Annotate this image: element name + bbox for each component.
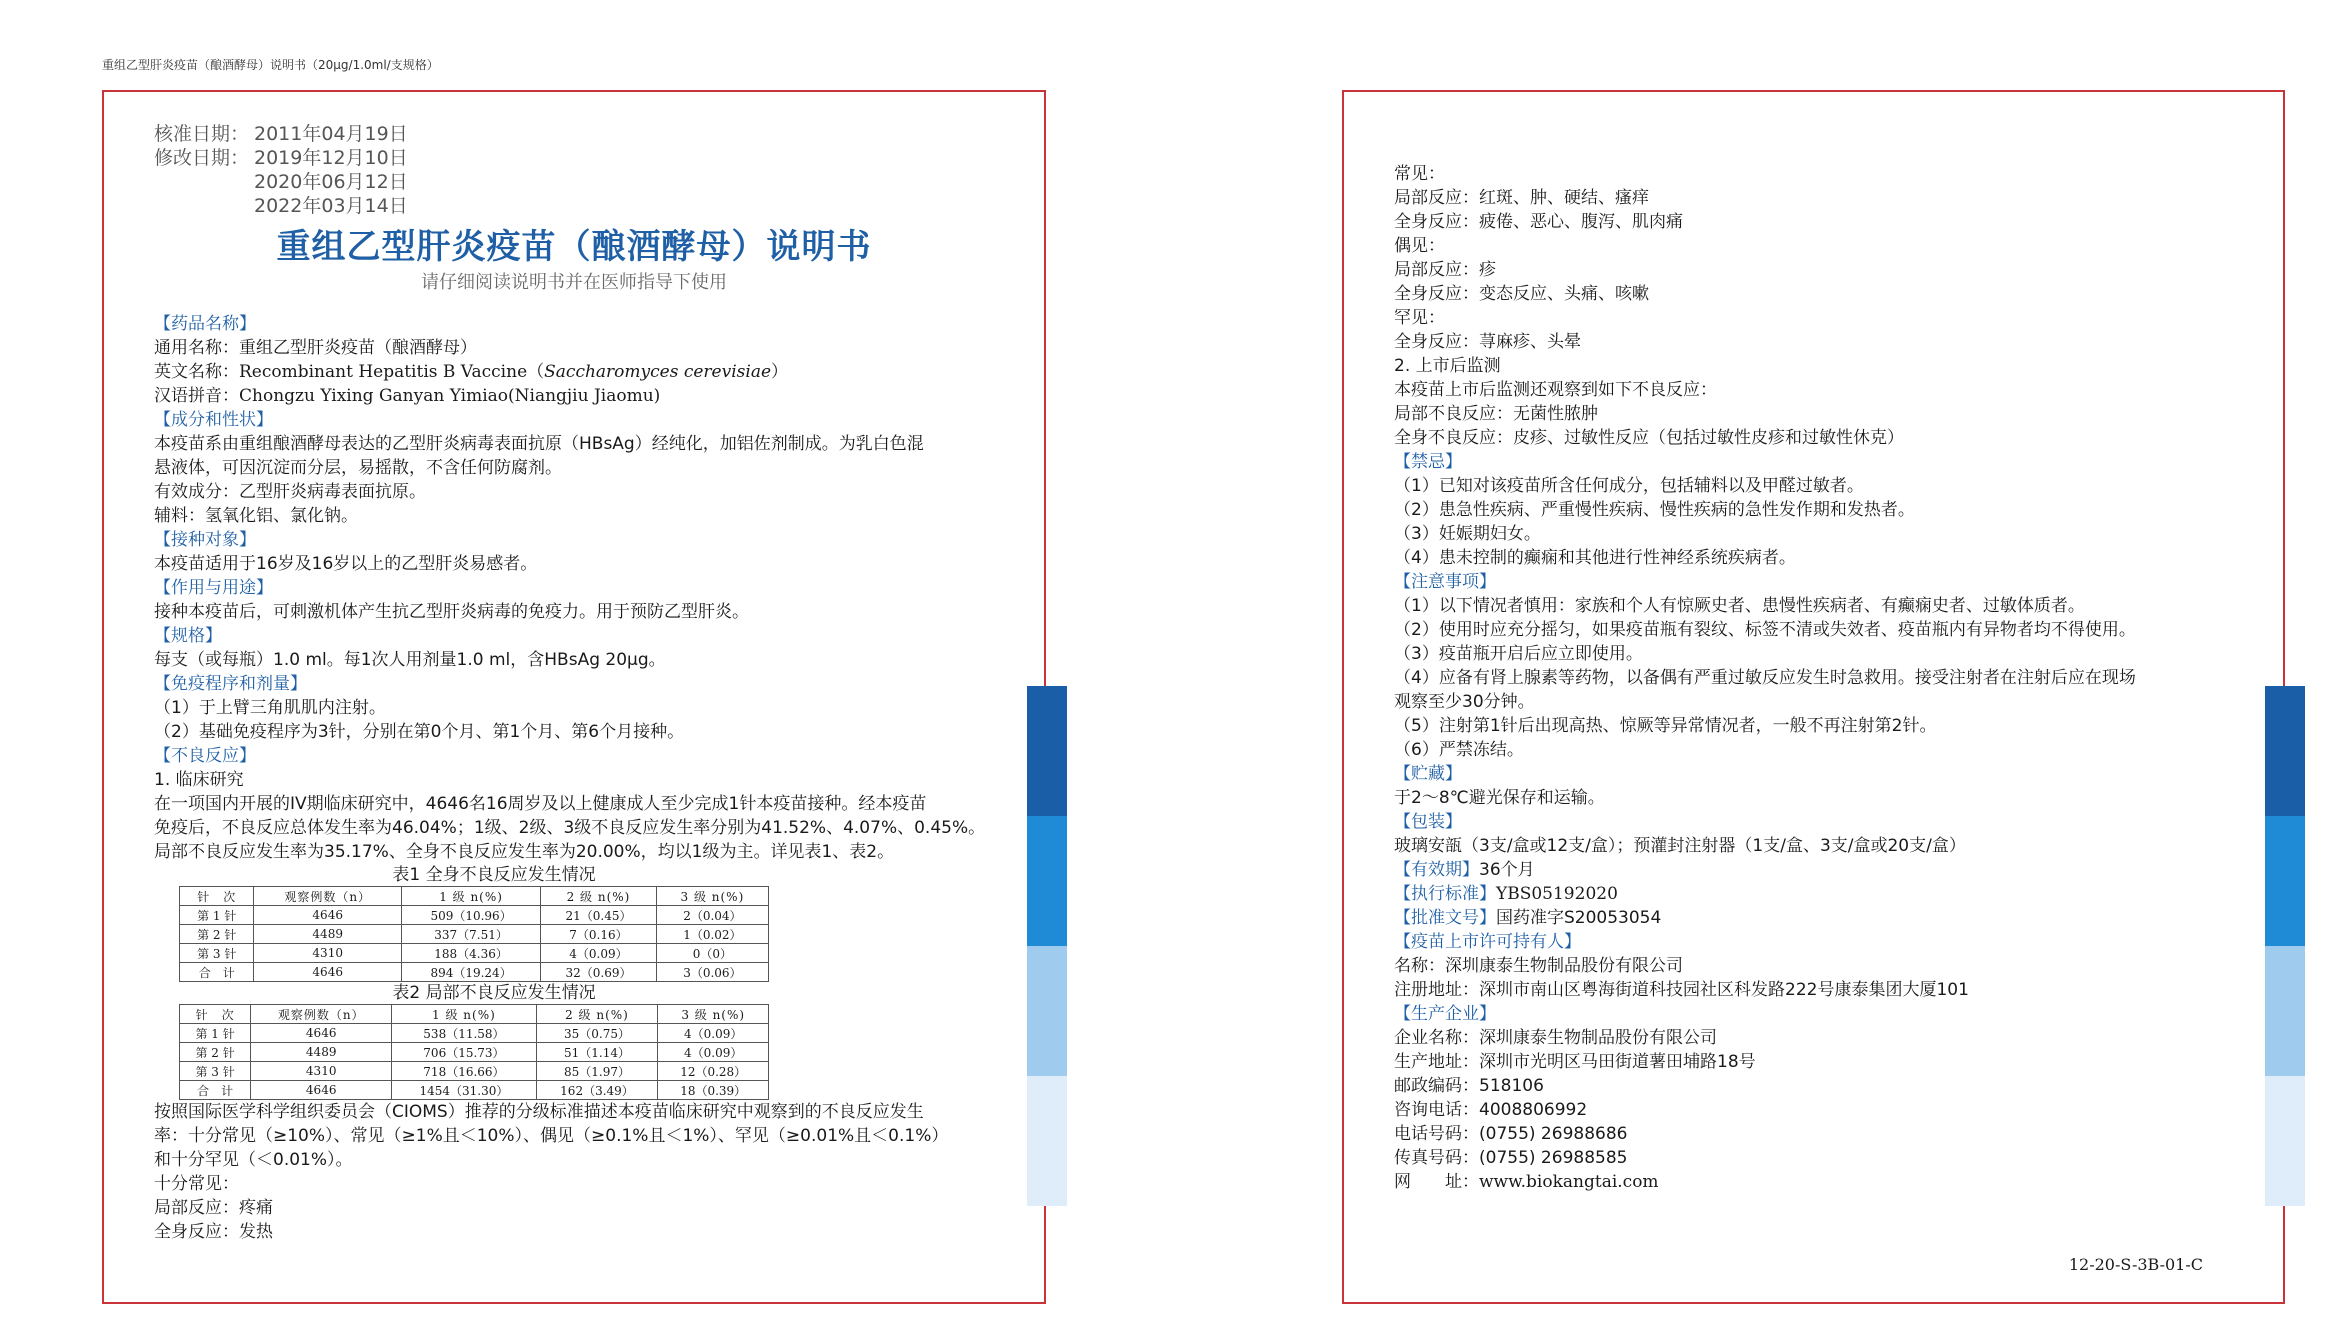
- section-approval-number: [1394, 906, 2244, 930]
- section-heading: 【疫苗上市许可持有人】: [1394, 932, 1581, 952]
- common-name: 通用名称：重组乙型肝炎疫苗（酿酒酵母）: [154, 338, 477, 358]
- table-row: 第 1 针 4646 509（10.96） 21（0.45） 2（0.04）: [180, 906, 769, 925]
- section-composition: [154, 408, 994, 528]
- text-line: 接种本疫苗后，可刺激机体产生抗乙型肝炎病毒的免疫力。用于预防乙型肝炎。: [154, 602, 749, 622]
- table-row: 第 2 针 4489 706（15.73） 51（1.14） 4（0.09）: [180, 1043, 769, 1062]
- text-line: 注册地址：深圳市南山区粤海街道科技园社区科发路222号康泰集团大厦101: [1394, 980, 1969, 1000]
- text-line: （1）以下情况者慎用：家族和个人有惊厥史者、患慢性疾病者、有癫痫史者、过敏体质者。: [1394, 596, 2085, 616]
- text-line: （4）患未控制的癫痫和其他进行性神经系统疾病者。: [1394, 548, 1796, 568]
- date-block: [154, 122, 994, 218]
- section-heading: 【规格】: [154, 626, 222, 646]
- text-line: 偶见：: [1394, 236, 1445, 256]
- strip-segment: [2265, 1076, 2305, 1206]
- pinyin-name: 汉语拼音：Chongzu Yixing Ganyan Yimiao(Niangjiu Jiaomu): [154, 386, 661, 406]
- adverse-continued: [1394, 162, 2244, 450]
- text-line: 传真号码：(0755) 26988585: [1394, 1148, 1628, 1168]
- section-heading: 【批准文号】: [1394, 908, 1496, 928]
- right-page: [1342, 90, 2285, 1304]
- text-line: 常见：: [1394, 164, 1445, 184]
- section-usage: [154, 576, 994, 624]
- text-line: 玻璃安瓿（3支/盒或12支/盒）；预灌封注射器（1支/盒、3支/盒或20支/盒）: [1394, 836, 1966, 856]
- section-storage: [1394, 762, 2244, 810]
- approval-date: 2011年04月19日: [254, 123, 408, 145]
- section-target: [154, 528, 994, 576]
- text-line: （1）于上臂三角肌肌内注射。: [154, 698, 386, 718]
- section-heading: 【注意事项】: [1394, 572, 1496, 592]
- section-standard: [1394, 882, 2244, 906]
- document-subtitle: 请仔细阅读说明书并在医师指导下使用: [421, 272, 727, 293]
- text-line: （3）妊娠期妇女。: [1394, 524, 1541, 544]
- left-color-strip: [1027, 686, 1067, 1206]
- text-line: 电话号码：(0755) 26988686: [1394, 1124, 1628, 1144]
- section-holder: [1394, 930, 2244, 1002]
- strip-segment: [2265, 946, 2305, 1076]
- left-page: [102, 90, 1046, 1304]
- table2-local-reactions: [179, 1004, 769, 1100]
- text-line: 生产地址：深圳市光明区马田街道薯田埔路18号: [1394, 1052, 1756, 1072]
- text-line: （5）注射第1针后出现高热、惊厥等异常情况者，一般不再注射第2针。: [1394, 716, 1937, 736]
- section-heading: 【药品名称】: [154, 314, 256, 334]
- section-heading: 【接种对象】: [154, 530, 256, 550]
- text-line: 本疫苗上市后监测还观察到如下不良反应：: [1394, 380, 1717, 400]
- section-validity: [1394, 858, 2244, 882]
- text-line: 企业名称：深圳康泰生物制品股份有限公司: [1394, 1028, 1717, 1048]
- table-row: 合 计 4646 894（19.24） 32（0.69） 3（0.06）: [180, 963, 769, 982]
- approval-date-label: 核准日期：: [154, 123, 250, 145]
- text-line: 本疫苗适用于16岁及16岁以上的乙型肝炎易感者。: [154, 554, 538, 574]
- left-page-content: [154, 122, 994, 1244]
- right-page-content: [1394, 162, 2244, 1194]
- website-line: 网 址：www.biokangtai.com: [1394, 1172, 1659, 1192]
- section-spec: [154, 624, 994, 672]
- revision-date-label: 修改日期：: [154, 147, 250, 169]
- text-line: 邮政编码：518106: [1394, 1076, 1544, 1096]
- text-line: （2）患急性疾病、严重慢性疾病、慢性疾病的急性发作期和发热者。: [1394, 500, 1915, 520]
- table-row: 第 2 针 4489 337（7.51） 7（0.16） 1（0.02）: [180, 925, 769, 944]
- table1-title: 表1 全身不良反应发生情况: [392, 865, 596, 885]
- section-drug-name: [154, 312, 994, 408]
- table-header-row: 针 次 观察例数（n） 1 级 n(%) 2 级 n(%) 3 级 n(%): [180, 1005, 769, 1024]
- text-line: 在一项国内开展的IV期临床研究中，4646名16周岁及以上健康成人至少完成1针本疫苗接种。经本疫苗: [154, 794, 927, 814]
- text-line: 本疫苗系由重组酿酒酵母表达的乙型肝炎病毒表面抗原（HBsAg）经纯化，加铝佐剂制成。为乳白色混: [154, 434, 924, 454]
- section-manufacturer: [1394, 1002, 2244, 1194]
- section-contraindications: [1394, 450, 2244, 570]
- section-heading: 【贮藏】: [1394, 764, 1462, 784]
- text-line: 免疫后，不良反应总体发生率为46.04%；1级、2级、3级不良反应发生率分别为41.52%、4.07%、0.45%。: [154, 818, 986, 838]
- strip-segment: [2265, 816, 2305, 946]
- strip-segment: [1027, 816, 1067, 946]
- english-name: 英文名称：Recombinant Hepatitis B Vaccine（Saccharomyces cerevisiae）: [154, 362, 789, 382]
- text-line: （6）严禁冻结。: [1394, 740, 1524, 760]
- section-heading: 【成分和性状】: [154, 410, 273, 430]
- text-line: 全身反应：疲倦、恶心、腹泻、肌肉痛: [1394, 212, 1683, 232]
- text-line: （2）使用时应充分摇匀，如果疫苗瓶有裂纹、标签不清或失效者、疫苗瓶内有异物者均不得使用。: [1394, 620, 2136, 640]
- section-cautions: [1394, 570, 2244, 762]
- table-row: 第 1 针 4646 538（11.58） 35（0.75） 4（0.09）: [180, 1024, 769, 1043]
- strip-segment: [1027, 946, 1067, 1076]
- text-line: 局部反应：疼痛: [154, 1198, 273, 1218]
- text-line: 观察至少30分钟。: [1394, 692, 1535, 712]
- section-heading: 【有效期】: [1394, 860, 1479, 880]
- section-heading: 【免疫程序和剂量】: [154, 674, 307, 694]
- section-schedule: [154, 672, 994, 744]
- text-line: 每支（或每瓶）1.0 ml。每1次人用剂量1.0 ml，含HBsAg 20μg。: [154, 650, 666, 670]
- text-line: 局部反应：疹: [1394, 260, 1496, 280]
- approval-number-value: 国药准字S20053054: [1496, 908, 1662, 928]
- table-header-row: 针 次 观察例数（n） 1 级 n(%) 2 级 n(%) 3 级 n(%): [180, 887, 769, 906]
- text-line: 于2～8℃避光保存和运输。: [1394, 788, 1605, 808]
- cioms-text: [154, 1100, 994, 1244]
- text-line: （3）疫苗瓶开启后应立即使用。: [1394, 644, 1643, 664]
- revision-date: 2019年12月10日: [254, 147, 408, 169]
- text-line: 全身不良反应：皮疹、过敏性反应（包括过敏性皮疹和过敏性休克）: [1394, 428, 1904, 448]
- document-code: 12-20-S-3B-01-C: [2068, 1255, 2203, 1274]
- text-line: 局部不良反应发生率为35.17%、全身不良反应发生率为20.00%，均以1级为主。详见表1、表2。: [154, 842, 895, 862]
- document-header: 重组乙型肝炎疫苗（酿酒酵母）说明书（20μg/1.0ml/支规格）: [102, 58, 439, 72]
- validity-value: 36个月: [1479, 860, 1535, 880]
- text-line: 有效成分：乙型肝炎病毒表面抗原。: [154, 482, 426, 502]
- section-adverse: [154, 744, 994, 864]
- section-heading: 【不良反应】: [154, 746, 256, 766]
- text-line: 全身反应：变态反应、头痛、咳嗽: [1394, 284, 1649, 304]
- text-line: 辅料：氢氧化铝、氯化钠。: [154, 506, 358, 526]
- text-line: 十分常见：: [154, 1174, 239, 1194]
- text-line: 局部不良反应：无菌性脓肿: [1394, 404, 1598, 424]
- table-row: 第 3 针 4310 718（16.66） 85（1.97） 12（0.28）: [180, 1062, 769, 1081]
- right-color-strip: [2265, 686, 2305, 1206]
- text-line: 1. 临床研究: [154, 770, 244, 790]
- table-row: 第 3 针 4310 188（4.36） 4（0.09） 0（0）: [180, 944, 769, 963]
- table-row: 合 计 4646 1454（31.30） 162（3.49） 18（0.39）: [180, 1081, 769, 1100]
- revision-date: 2022年03月14日: [254, 195, 408, 217]
- text-line: 咨询电话：4008806992: [1394, 1100, 1588, 1120]
- strip-segment: [1027, 1076, 1067, 1206]
- text-line: 和十分罕见（＜0.01%）。: [154, 1150, 353, 1170]
- section-heading: 【生产企业】: [1394, 1004, 1496, 1024]
- table1-systemic-reactions: [179, 886, 769, 982]
- section-heading: 【作用与用途】: [154, 578, 273, 598]
- text-line: 全身反应：荨麻疹、头晕: [1394, 332, 1581, 352]
- text-line: 全身反应：发热: [154, 1222, 273, 1242]
- text-line: 率：十分常见（≥10%）、常见（≥1%且＜10%）、偶见（≥0.1%且＜1%）、罕见（≥0.01%且＜0.1%）: [154, 1126, 949, 1146]
- document-title: 重组乙型肝炎疫苗（酿酒酵母）说明书: [276, 227, 872, 267]
- section-package: [1394, 810, 2244, 858]
- table2-title: 表2 局部不良反应发生情况: [392, 983, 596, 1003]
- text-line: （2）基础免疫程序为3针，分别在第0个月、第1个月、第6个月接种。: [154, 722, 685, 742]
- text-line: 2. 上市后监测: [1394, 356, 1501, 376]
- revision-date: 2020年06月12日: [254, 171, 408, 193]
- strip-segment: [1027, 686, 1067, 816]
- strip-segment: [2265, 686, 2305, 816]
- text-line: （1）已知对该疫苗所含任何成分，包括辅料以及甲醛过敏者。: [1394, 476, 1864, 496]
- text-line: （4）应备有肾上腺素等药物，以备偶有严重过敏反应发生时急救用。接受注射者在注射后应在现场: [1394, 668, 2136, 688]
- text-line: 罕见：: [1394, 308, 1445, 328]
- section-heading: 【禁忌】: [1394, 452, 1462, 472]
- text-line: 按照国际医学科学组织委员会（CIOMS）推荐的分级标准描述本疫苗临床研究中观察到的不良反应发生: [154, 1102, 924, 1122]
- text-line: 局部反应：红斑、肿、硬结、瘙痒: [1394, 188, 1649, 208]
- section-heading: 【包装】: [1394, 812, 1462, 832]
- text-line: 悬液体，可因沉淀而分层，易摇散，不含任何防腐剂。: [154, 458, 562, 478]
- standard-value: YBS05192020: [1496, 884, 1618, 904]
- section-heading: 【执行标准】: [1394, 884, 1496, 904]
- text-line: 名称：深圳康泰生物制品股份有限公司: [1394, 956, 1683, 976]
